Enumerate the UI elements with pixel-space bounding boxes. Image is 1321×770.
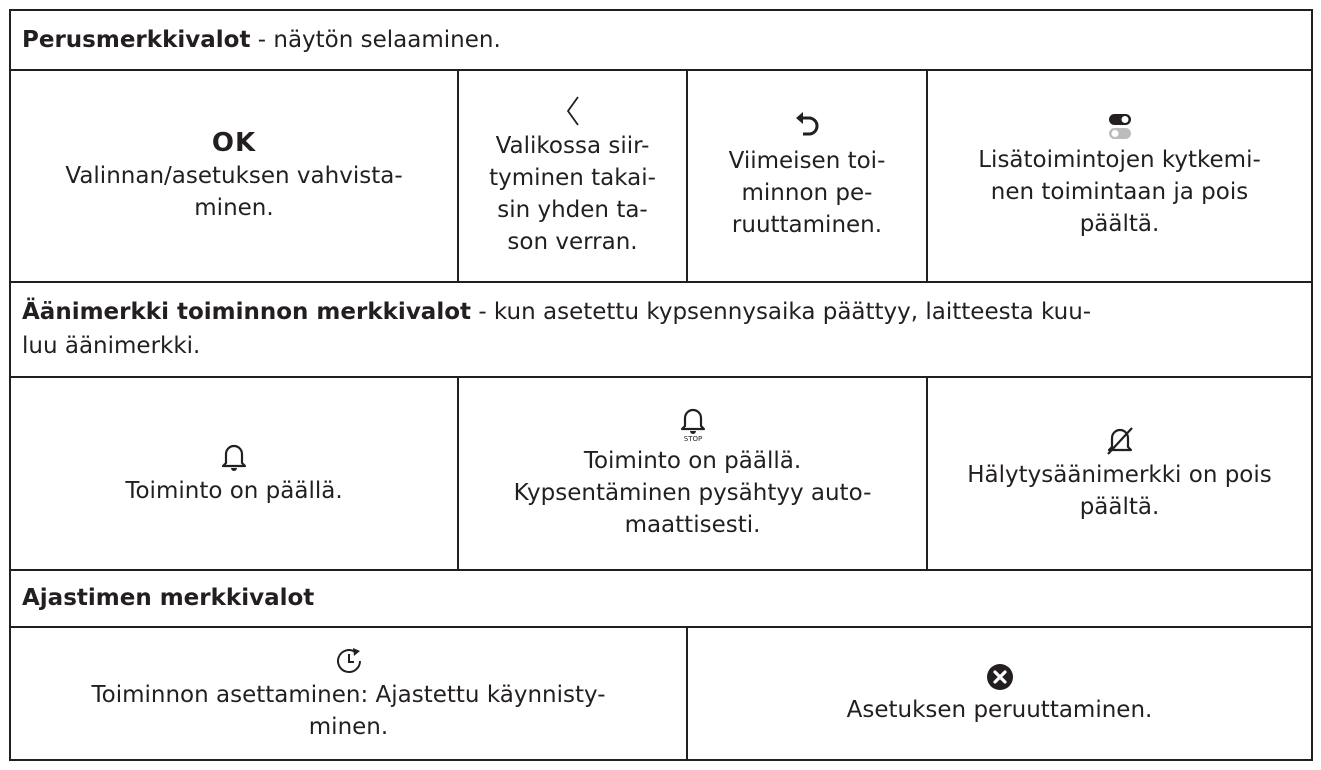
cell-back-text: Valikossa siir- tyminen takai- sin yhden ta- son verran. [489,133,656,255]
section-subtitle-sound: - kun asetettu kypsennysaika päättyy, laitteesta kuu- luu äänimerkki. [22,299,1092,359]
chevron-left-icon [563,94,583,128]
cell-cancel-text: Asetuksen peruuttaminen. [846,696,1153,723]
row-sound-indicators [11,378,1311,571]
section-header-sound [11,283,1311,378]
bell-off-icon [1105,425,1135,457]
cell-ok-text: Valinnan/asetuksen vahvista- minen. [65,163,403,221]
section-title-sound: Äänimerkki toiminnon merkkivalot [22,299,472,325]
row-basic-indicators [11,71,1311,283]
undo-arrow-icon [792,111,822,143]
indicator-table [9,9,1313,761]
bell-icon [220,441,248,473]
cell-cancel [686,628,1311,759]
cell-bell-text: Toiminto on päällä. [125,477,343,504]
cell-bell-off [926,378,1311,569]
row-timer-indicators [11,628,1311,759]
cell-bell-stop-text: Toiminto on päällä. Kypsentäminen pysähtyy auto- maattisesti. [513,447,872,538]
cell-toggle-text: Lisätoimintojen kytkemi- nen toimintaan ja pois päältä. [978,147,1261,237]
section-subtitle-basic: - näytön selaaminen. [250,27,501,53]
clock-delay-icon [333,645,365,677]
cell-back [457,71,686,281]
cell-delay-start [11,628,686,759]
cell-undo [686,71,926,281]
section-title-basic: Perusmerkkivalot [22,27,251,53]
bell-stop-icon [676,407,710,443]
toggle-icon [1107,112,1133,142]
cell-toggle [926,71,1311,281]
cell-delay-start-text: Toiminnon asettaminen: Ajastettu käynnisty- minen. [91,681,606,740]
cell-undo-text: Viimeisen toi- minnon pe- ruuttaminen. [728,148,886,238]
cancel-circle-icon [985,662,1015,692]
section-header-basic [11,11,1311,71]
ok-icon: OK [211,128,257,158]
cell-ok [11,71,457,281]
section-header-timer [11,571,1311,628]
bell-stop-label: STOP [683,434,702,443]
cell-bell-off-text: Hälytysäänimerkki on pois päältä. [967,461,1272,520]
cell-bell [11,378,457,569]
cell-bell-stop [457,378,926,569]
section-title-timer: Ajastimen merkkivalot [22,585,315,611]
